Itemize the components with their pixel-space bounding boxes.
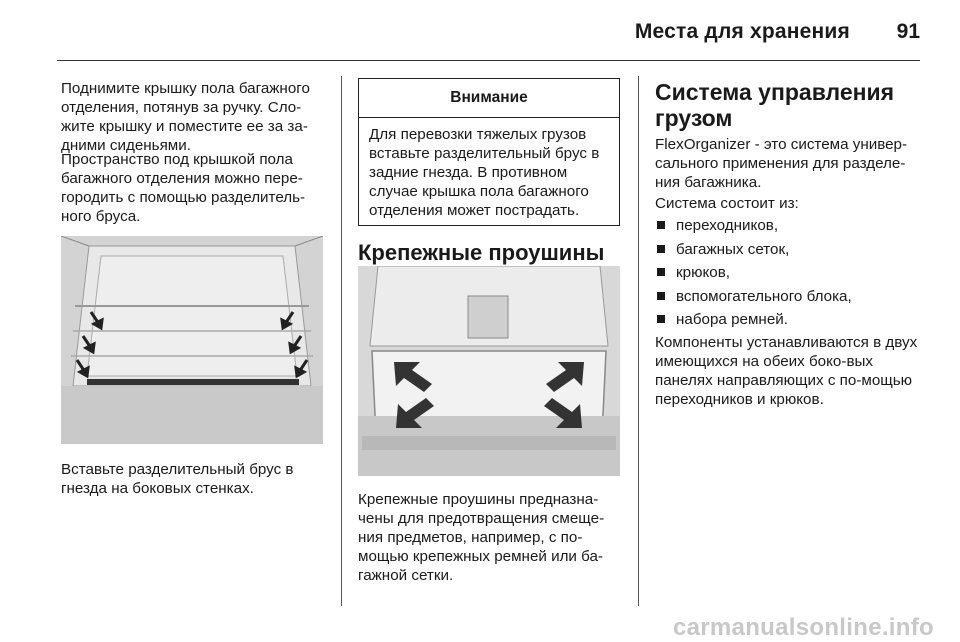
column-divider-2 [638, 76, 639, 606]
bullet-square-icon [657, 292, 665, 300]
cargo-system-consists: Система состоит из: [655, 195, 799, 212]
site-watermark: carmanualsonline.info [672, 614, 934, 641]
header-divider [57, 60, 920, 61]
page-number: 91 [896, 20, 920, 43]
tie-down-illustration [358, 266, 620, 476]
cargo-system-intro: FlexOrganizer - это система универ-сального применения для разделе-ния багажника. [655, 136, 908, 191]
tie-down-heading: Крепежные проушины [358, 240, 605, 265]
bullet-square-icon [657, 221, 665, 229]
component-list [655, 216, 852, 334]
section-title: Места для хранения [634, 20, 850, 43]
list-item: багажных сеток, [655, 240, 852, 264]
list-item: набора ремней. [655, 310, 852, 334]
left-paragraph-2: Пространство под крышкой пола багажного отделения можно пере-городить с помощью разделитель-ного бруса. [61, 151, 306, 225]
bullet-square-icon [657, 245, 665, 253]
divider-bar-illustration [61, 236, 323, 444]
bullet-square-icon [657, 268, 665, 276]
column-divider-1 [341, 76, 342, 606]
left-paragraph-1: Поднимите крышку пола багажного отделения, потянув за ручку. Сло-жите крышку и поместите ее за за-дними сиденьями. [61, 80, 310, 154]
middle-figure-caption: Крепежные проушины предназна-чены для предотвращения смеще-ния предметов, например, с по-мощью крепежных ремней или ба-гажной сетки. [358, 491, 605, 584]
cargo-system-heading: Система управления грузом [655, 79, 895, 131]
warning-box [358, 78, 620, 226]
list-item: вспомогательного блока, [655, 287, 852, 311]
warning-title: Внимание [359, 79, 619, 118]
warning-text: Для перевозки тяжелых грузов вставьте разделительный брус в задние гнезда. В противном случае крышка пола багажного отделения может пострадать. [369, 126, 600, 219]
list-item: крюков, [655, 263, 852, 287]
cargo-system-closing: Компоненты устанавливаются в двух имеющихся на обеих боко-вых панелях направляющих с по-мощью переходников и крюков. [655, 334, 918, 408]
left-figure-caption: Вставьте разделительный брус в гнезда на боковых стенках. [61, 461, 294, 497]
list-item: переходников, [655, 216, 852, 240]
bullet-square-icon [657, 315, 665, 323]
